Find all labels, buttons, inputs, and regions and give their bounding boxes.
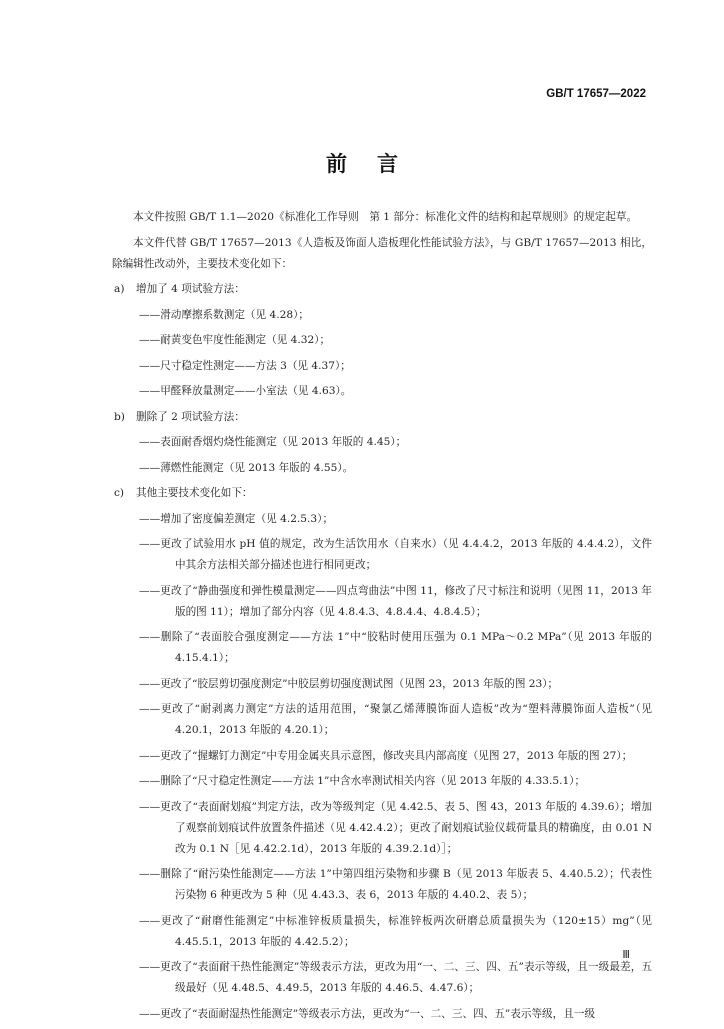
list-item: ——滑动摩擦系数测定（见 4.28）； (139, 308, 309, 321)
list-item: ——更改了“表面耐湿热性能测定”等级表示方法，更改为“一、二、三、四、五”表示等级，且一级 (139, 1007, 596, 1020)
list-item: ——尺寸稳定性测定——方法 3（见 4.37）； (139, 359, 351, 372)
list-marker: a) (114, 283, 125, 295)
list-item: ——更改了“胶层剪切强度测定”中胶层剪切强度测试图（见图 23，2013 年版的图 23）； (139, 677, 559, 690)
list-item: ——甲醛释放量测定——小室法（见 4.63）。 (139, 385, 352, 397)
list-item: ——更改了试验用水 pH 值的规定，改为生活饮用水（自来水）（见 4.4.4.2，2013 年版的 4.4.4.2），文件中其余方法相关部分描述也进行相同更改； (139, 538, 652, 571)
change-section-b (112, 407, 652, 428)
intro-paragraph: 本文件按照 GB/T 1.1—2020《标准化工作导则 第 1 部分：标准化文件的结构和起草规则》的规定起草。 (133, 211, 638, 223)
list-item: ——更改了“耐磨性能测定”中标准锌板质量损失，标准锌板两次研磨总质量损失为（120±15）mg”（见 4.45.5.1，2013 年版的 4.42.5.2）； (139, 914, 652, 948)
list-marker: b) (114, 410, 125, 423)
list-item: ——更改了“握螺钉力测定”中专用金属夹具示意图，修改夹具内部高度（见图 27，2013 年版的图 27）； (139, 749, 633, 762)
section-label: 其他主要技术变化如下： (136, 487, 253, 499)
list-item: ——更改了“静曲强度和弹性模量测定——四点弯曲法”中图 11，修改了尺寸标注和说明（见图 11，2013 年版的图 11）；增加了部分内容（见 4.8.4.3、4.8.4.4、4.8.4.5）； (139, 584, 652, 618)
list-item: ——删除了“表面胶合强度测定——方法 1”中“胶粘时使用压强为 0.1 MPa～0.2 MPa”（见 2013 年版的 4.15.4.1）； (139, 631, 652, 664)
section-label: 增加了 4 项试验方法： (136, 283, 245, 295)
list-item: ——更改了“表面耐划痕”判定方法，改为等级判定（见 4.42.5、表 5、图 43，2013 年版的 4.39.6）；增加了观察前划痕试件放置条件描述（见 4.42.4.2）；更改了耐划痕试验仪载荷量具的精确度，由 0.01 N 改为 0.1 N［见 4.42.2.1d），2013 年版的 4.39.2.1d）］； (139, 800, 652, 855)
list-item: ——增加了密度偏差测定（见 4.2.5.3）； (139, 512, 334, 525)
page-number: Ⅲ (622, 949, 630, 961)
list-item: ——表面耐香烟灼烧性能测定（见 2013 年版的 4.45）； (139, 436, 407, 448)
list-marker: c) (114, 487, 125, 499)
list-item: ——更改了“表面耐干热性能测定”等级表示方法，更改为用“一、二、三、四、五”表示等级，且一级最差，五级最好（见 4.48.5、4.49.5，2013 年版的 4.46.5、4.47.6）； (139, 961, 652, 994)
list-item: ——更改了“耐剥离力测定”方法的适用范围，“聚氯乙烯薄膜饰面人造板”改为“塑料薄膜饰面人造板”（见 4.20.1，2013 年版的 4.20.1）； (139, 703, 652, 736)
list-item: ——耐黄变色牢度性能测定（见 4.32）； (139, 334, 331, 346)
standard-number: GB/T 17657—2022 (546, 88, 646, 100)
page-title: 前言 (326, 152, 428, 176)
change-section-a (112, 279, 652, 300)
document-body (112, 207, 652, 1029)
section-label: 删除了 2 项试验方法： (136, 410, 245, 423)
change-section-c (112, 483, 652, 504)
intro-paragraph: 本文件代替 GB/T 17657—2013《人造板及饰面人造板理化性能试验方法》，与 GB/T 17657—2013 相比，除编辑性改动外，主要技术变化如下： (112, 236, 652, 270)
list-item: ——薄燃性能测定（见 2013 年版的 4.55）。 (139, 461, 354, 474)
list-item: ——删除了“耐污染性能测定——方法 1”中第四组污染物和步骤 B（见 2013 年版表 5、4.40.5.2）；代表性污染物 6 种更改为 5 种（见 4.43.3、表 6，2013 年版的 4.40.2、表 5）； (139, 868, 652, 901)
list-item: ——删除了“尺寸稳定性测定——方法 1”中含水率测试相关内容（见 2013 年版的 4.33.5.1）； (139, 775, 586, 787)
